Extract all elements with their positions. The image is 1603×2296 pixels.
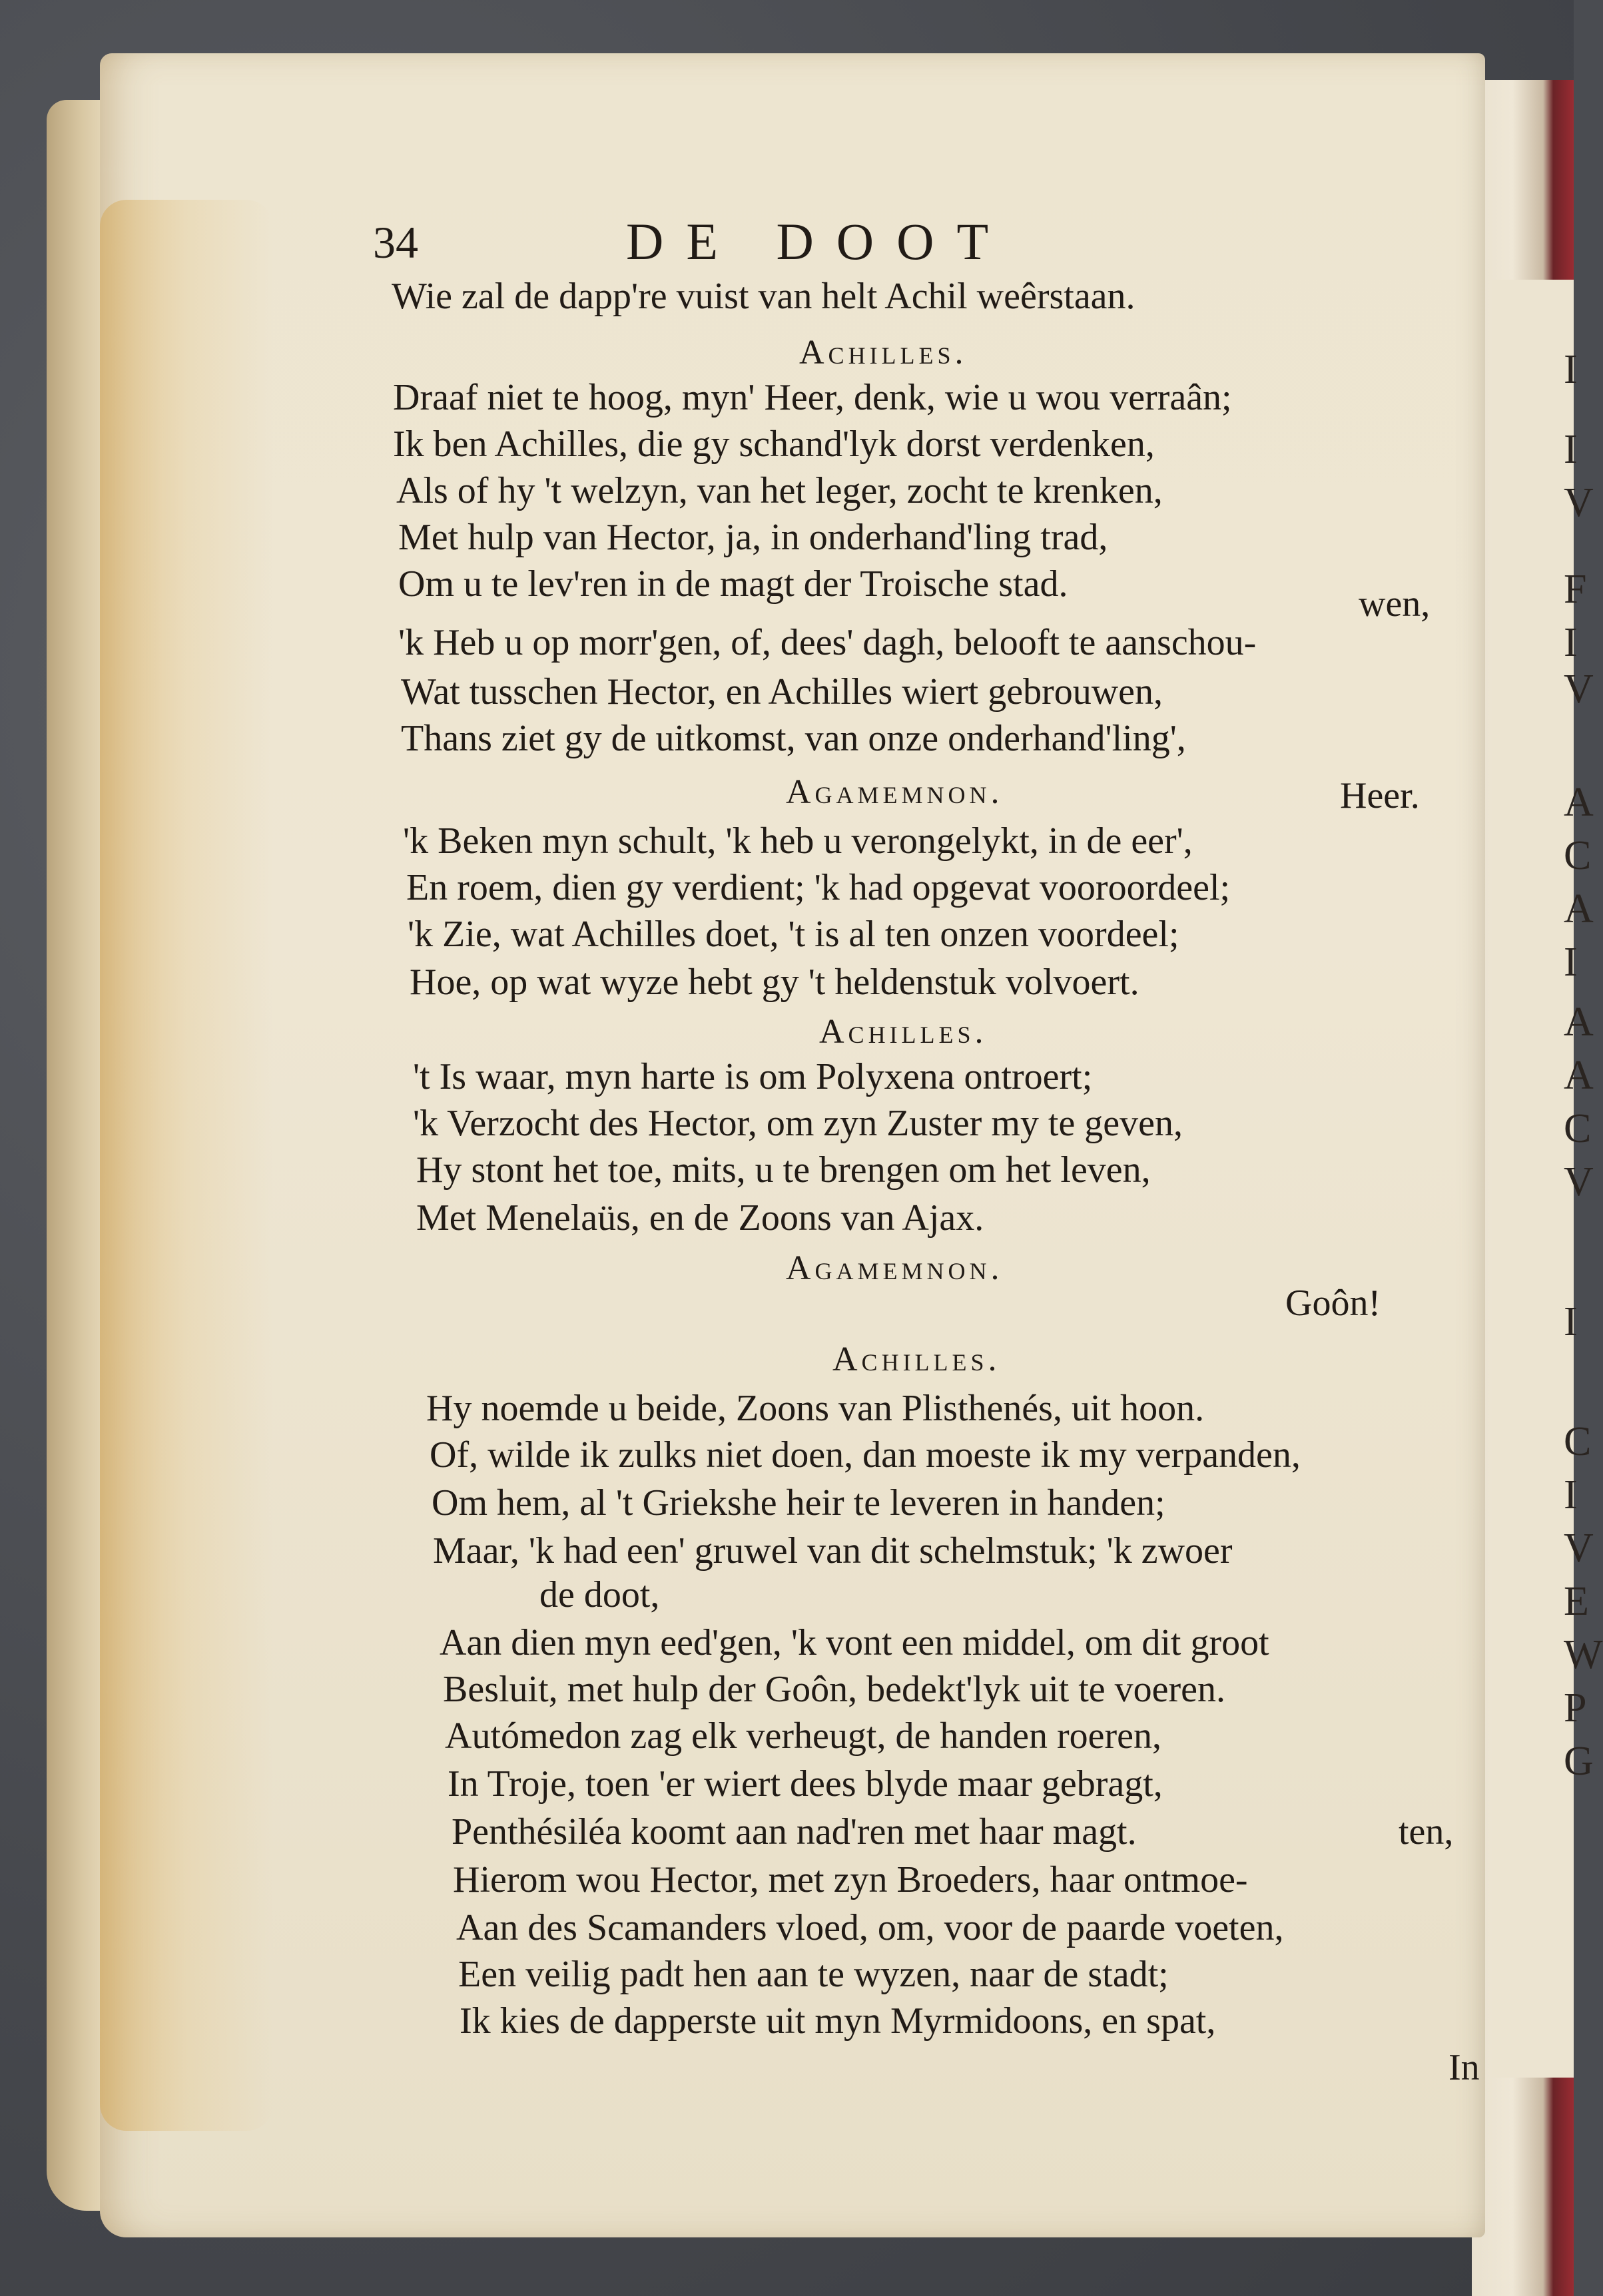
verse-line: Of, wilde ik zulks niet doen, dan moeste ik my verpanden, bbox=[430, 1434, 1301, 1476]
verse-line: Hoe, op wat wyze hebt gy 't heldenstuk volvoert. bbox=[410, 962, 1139, 1003]
facing-page-letter: V bbox=[1564, 1526, 1594, 1571]
facing-page-letter: C bbox=[1564, 1106, 1592, 1151]
facing-page-letter: C bbox=[1564, 833, 1592, 878]
facing-page-letter: A bbox=[1564, 1053, 1594, 1098]
verse-line: Met Menelaüs, en de Zoons van Ajax. bbox=[416, 1197, 984, 1239]
verse-line: Maar, 'k had een' gruwel van dit schelmstuk; 'k zwoer bbox=[433, 1530, 1233, 1572]
verse-line: 't Is waar, myn harte is om Polyxena ontroert; bbox=[413, 1056, 1093, 1097]
facing-page-letter: I bbox=[1564, 347, 1578, 392]
verse-line: 'k Heb u op morr'gen, of, dees' dagh, belooft te aanschou- bbox=[398, 622, 1257, 663]
verse-line: Aan des Scamanders vloed, om, voor de paarde voeten, bbox=[456, 1907, 1284, 1948]
facing-page-letter: P bbox=[1564, 1685, 1587, 1731]
verse-line: Wie zal de dapp're vuist van helt Achil weêrstaan. bbox=[392, 276, 1135, 317]
verse-line: Besluit, met hulp der Goôn, bedekt'lyk uit te voeren. bbox=[443, 1669, 1225, 1710]
verse-line: In Troje, toen 'er wiert dees blyde maar gebragt, bbox=[448, 1763, 1163, 1805]
verse-line: de doot, bbox=[539, 1574, 660, 1615]
verse-line: Als of hy 't welzyn, van het leger, zocht te krenken, bbox=[396, 470, 1163, 511]
turnover-word: ten, bbox=[1399, 1811, 1454, 1853]
speaker-heading: Achilles. bbox=[832, 1340, 1001, 1378]
facing-page-letter: V bbox=[1564, 480, 1594, 525]
verse-line: Penthésiléa koomt aan nad'ren met haar magt. bbox=[452, 1811, 1137, 1853]
facing-page-letter: A bbox=[1564, 780, 1594, 825]
verse-line: Ik kies de dapperste uit myn Myrmidoons, en spat, bbox=[460, 2000, 1216, 2042]
speaker-heading: Achilles. bbox=[799, 334, 968, 372]
verse-line: Goôn! bbox=[1285, 1283, 1381, 1324]
facing-page-letter: I bbox=[1564, 1472, 1578, 1518]
verse-line: Thans ziet gy de uitkomst, van onze onderhand'ling', bbox=[401, 718, 1186, 759]
facing-page bbox=[1492, 280, 1574, 2078]
facing-page-letter: A bbox=[1564, 1000, 1594, 1045]
facing-page-letter: V bbox=[1564, 1159, 1594, 1205]
verse-line: Met hulp van Hector, ja, in onderhand'ling trad, bbox=[398, 517, 1108, 558]
facing-page-letter: V bbox=[1564, 667, 1594, 712]
speaker-heading: Agamemnon. bbox=[786, 1249, 1004, 1287]
facing-page-letter: F bbox=[1564, 567, 1587, 612]
facing-page-letter: A bbox=[1564, 886, 1594, 932]
verse-line: Aan dien myn eed'gen, 'k vont een middel, om dit groot bbox=[440, 1622, 1269, 1663]
age-stain bbox=[100, 200, 273, 2131]
verse-line: En roem, dien gy verdient; 'k had opgevat vooroordeel; bbox=[406, 867, 1231, 908]
verse-line: Om hem, al 't Griekshe heir te leveren in handen; bbox=[432, 1482, 1165, 1524]
catchword: In bbox=[1448, 2047, 1480, 2088]
verse-line: Draaf niet te hoog, myn' Heer, denk, wie u wou verraân; bbox=[393, 377, 1232, 418]
speaker-heading: Agamemnon. bbox=[786, 773, 1004, 811]
turnover-word: wen, bbox=[1359, 583, 1431, 625]
verse-line: Wat tusschen Hector, en Achilles wiert gebrouwen, bbox=[401, 671, 1163, 713]
verse-line: Hy stont het toe, mits, u te brengen om het leven, bbox=[416, 1149, 1151, 1191]
turnover-word: Heer. bbox=[1340, 775, 1420, 816]
running-head: DE DOOT bbox=[626, 212, 1012, 270]
facing-page-letter: G bbox=[1564, 1739, 1594, 1784]
verse-line: 'k Beken myn schult, 'k heb u verongelykt, in de eer', bbox=[403, 820, 1193, 862]
page-number: 34 bbox=[373, 217, 418, 268]
facing-page-letter: I bbox=[1564, 427, 1578, 472]
facing-page-letter: I bbox=[1564, 620, 1578, 665]
facing-page-letter: I bbox=[1564, 1299, 1578, 1344]
verse-line: Om u te lev'ren in de magt der Troische stad. bbox=[398, 563, 1068, 605]
verse-line: Autómedon zag elk verheugt, de handen roeren, bbox=[445, 1715, 1162, 1757]
verse-line: 'k Verzocht des Hector, om zyn Zuster my te geven, bbox=[413, 1103, 1183, 1144]
facing-page-letter: I bbox=[1564, 940, 1578, 985]
verse-line: Ik ben Achilles, die gy schand'lyk dorst verdenken, bbox=[393, 424, 1155, 465]
facing-page-letter: C bbox=[1564, 1419, 1592, 1464]
verse-line: Hierom wou Hector, met zyn Broeders, haar ontmoe- bbox=[453, 1859, 1248, 1900]
facing-page-letter: E bbox=[1564, 1579, 1589, 1624]
verse-line: Een veilig padt hen aan te wyzen, naar de stadt; bbox=[458, 1954, 1169, 1995]
speaker-heading: Achilles. bbox=[819, 1013, 988, 1051]
verse-line: 'k Zie, wat Achilles doet, 't is al ten onzen voordeel; bbox=[408, 914, 1179, 955]
facing-page-letter: W bbox=[1564, 1632, 1603, 1677]
verse-line: Hy noemde u beide, Zoons van Plisthenés, uit hoon. bbox=[426, 1388, 1205, 1429]
